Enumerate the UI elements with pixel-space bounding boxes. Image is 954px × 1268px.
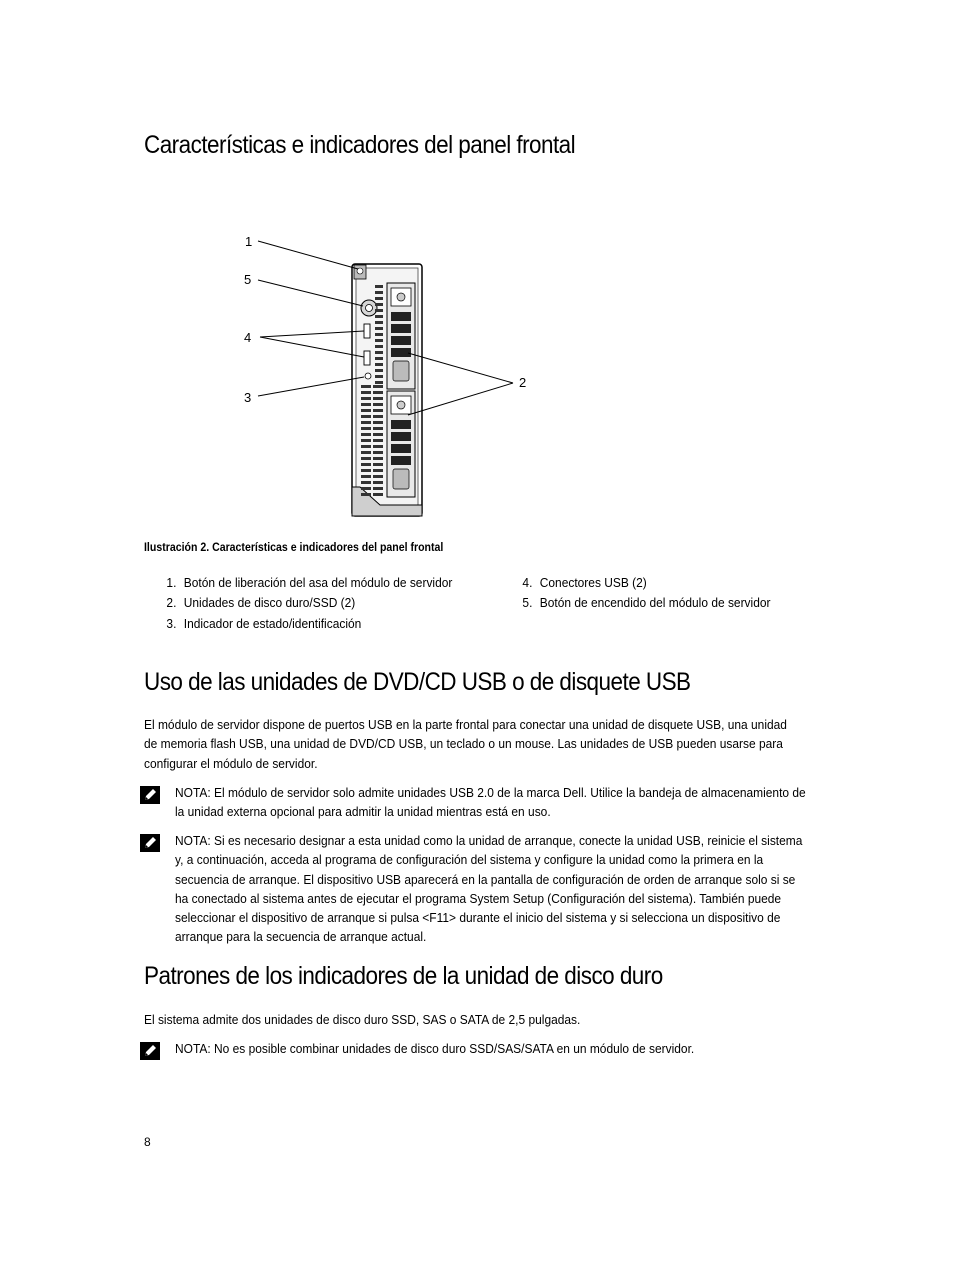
vent-slot <box>361 475 371 478</box>
vent-slot <box>361 385 371 388</box>
vent-slot <box>373 463 383 466</box>
legend-number: 3. <box>166 616 177 631</box>
legend-number: 5. <box>522 595 533 610</box>
vent-slot <box>375 351 383 354</box>
vent-slot <box>361 457 371 460</box>
legend-item-4 <box>514 575 647 590</box>
legend-number: 2. <box>166 595 177 610</box>
vent-slot <box>373 451 383 454</box>
section-title-front-panel: Características e indicadores del panel frontal <box>144 131 576 159</box>
legend-item-1 <box>158 575 452 590</box>
callout-1: 1 <box>245 234 253 249</box>
legend-number: 1. <box>166 575 177 590</box>
vent-slot <box>373 433 383 436</box>
vent-slot <box>361 403 371 406</box>
vent-slot <box>375 321 383 324</box>
note-text: El módulo de servidor solo admite unidades USB 2.0 de la marca Dell. Utilice la bandeja de almacenamiento de la unidad externa opcional para admitir la unidad mientras está en uso. <box>175 785 806 820</box>
note-label: NOTA: <box>175 833 211 848</box>
vent-slot <box>361 409 371 412</box>
vent-slot <box>361 439 371 442</box>
front-panel-figure <box>230 225 550 525</box>
vent-slot <box>373 481 383 484</box>
vent-slot <box>373 439 383 442</box>
vent-slot <box>375 309 383 312</box>
vent-slot <box>373 475 383 478</box>
vent-slot <box>375 339 383 342</box>
note-label: NOTA: <box>175 1041 211 1056</box>
pencil-note-icon <box>140 1042 160 1060</box>
vent-slot <box>361 481 371 484</box>
vent-slot <box>375 375 383 378</box>
vent-slot <box>375 327 383 330</box>
vent-slot <box>361 445 371 448</box>
vent-slot <box>361 463 371 466</box>
vent-slot <box>373 469 383 472</box>
vent-slot <box>375 285 383 288</box>
page-number: 8 <box>144 1135 151 1149</box>
vent-slot <box>373 427 383 430</box>
vent-slot <box>373 385 383 388</box>
legend-text: Botón de encendido del módulo de servidor <box>539 595 771 610</box>
figure-caption: Ilustración 2. Características e indicadores del panel frontal <box>144 540 444 554</box>
legend-text: Conectores USB (2) <box>539 575 647 590</box>
vent-slot <box>361 421 371 424</box>
vent-slot <box>361 493 371 496</box>
vent-slot <box>361 469 371 472</box>
pencil-note-icon <box>140 834 160 852</box>
vent-slot <box>375 357 383 360</box>
server-module-illustration <box>230 225 550 525</box>
vent-slot <box>373 421 383 424</box>
vent-slot <box>373 445 383 448</box>
legend-text: Botón de liberación del asa del módulo de servidor <box>183 575 453 590</box>
usb-paragraph: El módulo de servidor dispone de puertos USB en la parte frontal para conectar una unidad de disquete USB, una unidad de memoria flash USB, una unidad de DVD/CD USB, un teclado o un mouse. Las unidades de USB pueden usarse para configurar el módulo de servidor. <box>144 717 787 771</box>
vent-slot <box>375 333 383 336</box>
vent-slot <box>361 397 371 400</box>
vent-slot <box>373 487 383 490</box>
callout-2: 2 <box>519 375 527 390</box>
vent-slot <box>373 493 383 496</box>
vent-slot <box>373 409 383 412</box>
vent-slot <box>361 487 371 490</box>
vent-slot <box>361 451 371 454</box>
vent-slot <box>375 297 383 300</box>
vent-slot <box>375 303 383 306</box>
vent-slot <box>361 415 371 418</box>
callout-5: 5 <box>244 272 252 287</box>
legend-text: Indicador de estado/identificación <box>183 616 362 631</box>
note-label: NOTA: <box>175 785 211 800</box>
vent-slot <box>361 433 371 436</box>
note-text: Si es necesario designar a esta unidad como la unidad de arranque, conecte la unidad USB, reinicie el sistema y, a continuación, acceda al programa de configuración del sistema y configure la unidad como la primera en la secuencia de arranque. El dispositivo USB aparecerá en la pantalla de configuración de orden de arranque solo si se ha conectado al sistema antes de ejecutar el programa System Setup (Configuración del sistema). También puede seleccionar el dispositivo de arranque si pulsa <F11> durante el inicio del sistema y si selecciona un dispositivo de arranque para la secuencia de arranque actual. <box>175 833 803 945</box>
legend-item-3 <box>158 616 361 631</box>
usb-note-1 <box>175 783 810 822</box>
vent-slot <box>373 397 383 400</box>
disk-note-1 <box>175 1039 810 1058</box>
section-title-disk-indicators: Patrones de los indicadores de la unidad de disco duro <box>144 962 663 990</box>
callout-3: 3 <box>244 390 252 405</box>
legend-number: 4. <box>522 575 533 590</box>
vent-slot <box>373 415 383 418</box>
vent-slot <box>373 457 383 460</box>
legend-text: Unidades de disco duro/SSD (2) <box>183 595 356 610</box>
vent-slot <box>375 345 383 348</box>
vent-slot <box>361 427 371 430</box>
callout-4: 4 <box>244 330 252 345</box>
disk-paragraph: El sistema admite dos unidades de disco duro SSD, SAS o SATA de 2,5 pulgadas. <box>144 1012 581 1027</box>
vent-slot <box>373 403 383 406</box>
vent-slot <box>375 369 383 372</box>
pencil-note-icon <box>140 786 160 804</box>
section-title-usb: Uso de las unidades de DVD/CD USB o de disquete USB <box>144 668 691 696</box>
vent-slot <box>375 363 383 366</box>
legend-item-5 <box>514 595 770 610</box>
vent-slot <box>361 391 371 394</box>
vent-slot <box>375 381 383 384</box>
note-text: No es posible combinar unidades de disco duro SSD/SAS/SATA en un módulo de servidor. <box>213 1041 695 1056</box>
vent-slot <box>375 315 383 318</box>
usb-note-2 <box>175 831 810 947</box>
vent-slot <box>373 391 383 394</box>
legend-item-2 <box>158 595 355 610</box>
vent-slot <box>375 291 383 294</box>
